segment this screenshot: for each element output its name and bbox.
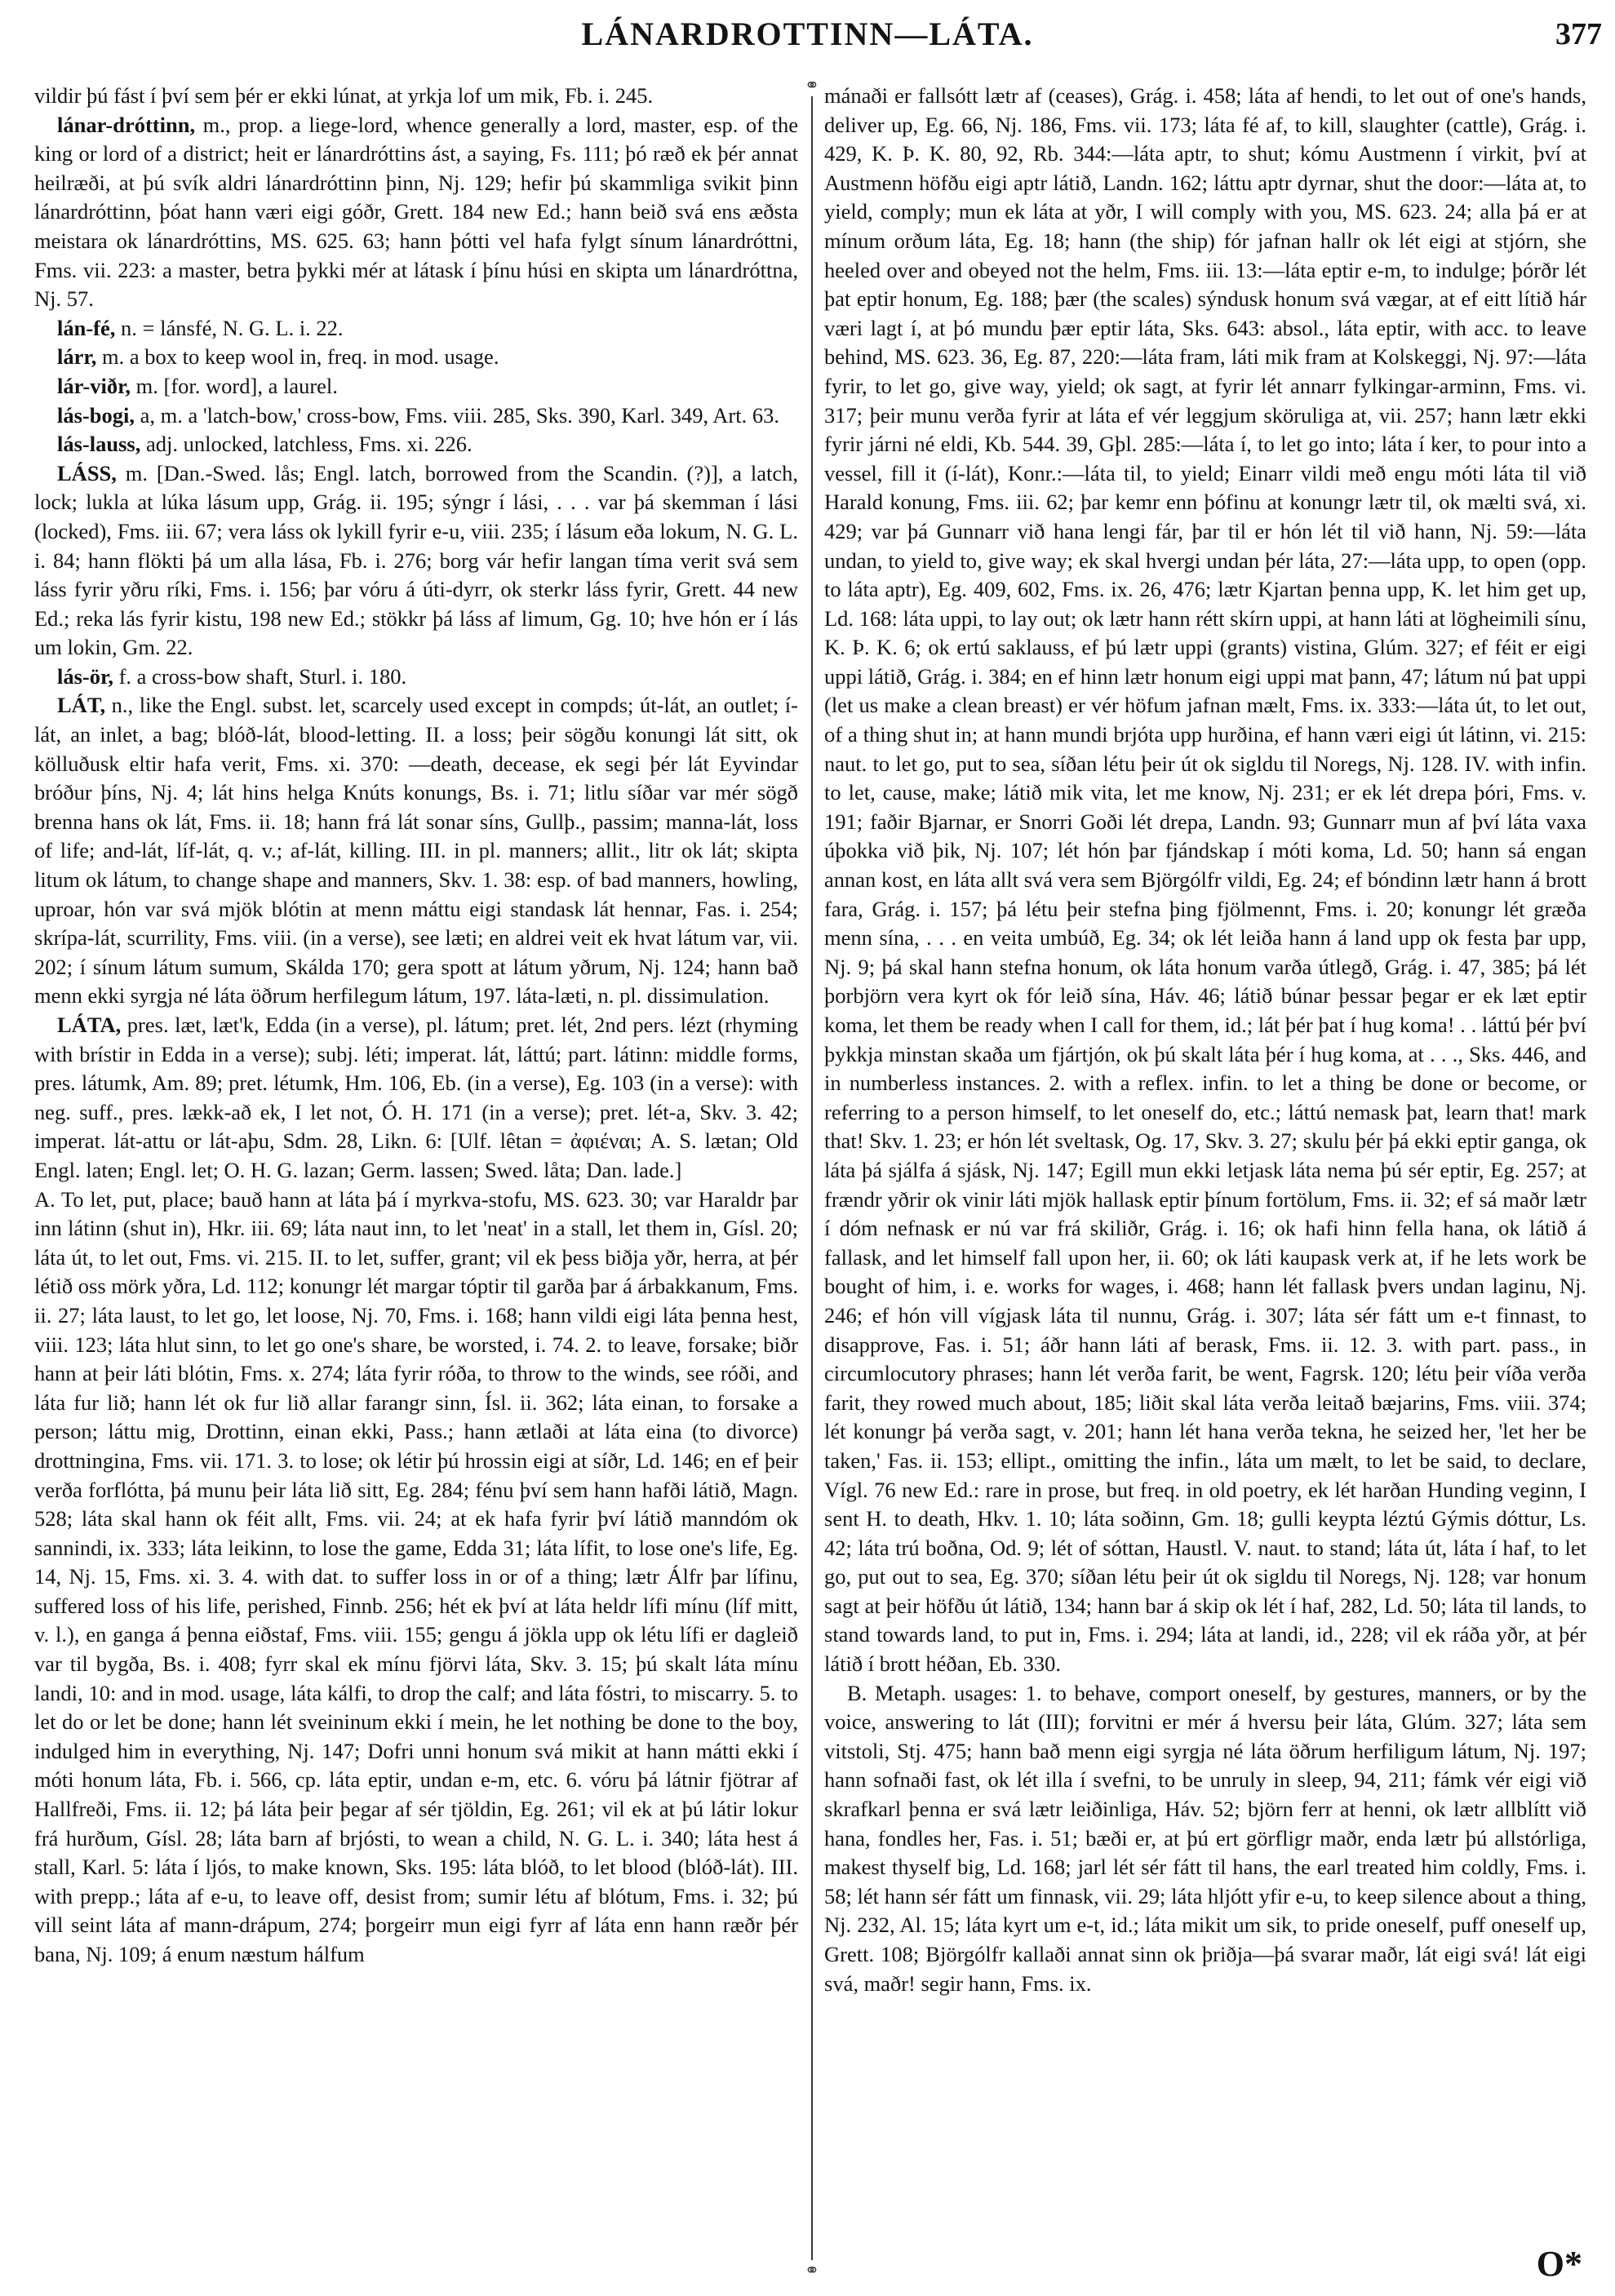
dictionary-entry	[34, 1011, 798, 1186]
entry-headword: lárr,	[57, 344, 97, 370]
entry-body: A. To let, put, place; bauð hann at láta þá í myrkva-stofu, MS. 623. 30; var Haraldr þar inn látinn (shut in), Hkr. iii. 69; láta naut inn, to let 'neat' in a stall, let them in, Gísl. 20; láta út, to let out, Fms. vi. 215. II. to let, suffer, grant; vil ek þess biðja yðr, herra, at þér létið oss mörk yðra, Ld. 112; konungr lét margar tóptir til garða þar á árbakkanum, Fms. ii. 27; láta laust, to let go, let loose, Nj. 70, Fms. i. 168; hann vildi eigi láta þenna hest, viii. 123; láta hlut sinn, to let go one's share, be worsted, i. 74. 2. to leave, forsake; biðr hann at þeir láti blótin, Fms. x. 274; láta fyrir róða, to throw to the winds, see róði, and láta fur lið; hann lét ok fur lið allar farangr sinn, Ísl. ii. 362; láta einan, to forsake a person; láttu mig, Drottinn, einan ekki, Pass.; hann ætlaði at láta eina (to divorce) drottningina, Fms. vii. 171. 3. to lose; ok létir þú hrossin eigi at síðr, Ld. 146; en ef þeir verða forflótta, þá munu þeir láta lið sitt, Eg. 284; fénu því sem hann hafði látið, Magn. 528; láta skal hann ok féit allt, Fms. vii. 24; at ek hafa fyrir því látið manndóm ok sannindi, ix. 333; láta leikinn, to lose the game, Edda 31; láta lífit, to lose one's life, Eg. 14, Nj. 15, Fms. xi. 3. 4. with dat. to suffer loss in or of a thing; lætr Álfr þar lífinu, suffered loss of his life, perished, Finnb. 256; hét ek því at láta heldr lífi mínu (líf mitt, v. l.), en ganga á þenna eiðstaf, Fms. viii. 155; gengu á jökla upp ok létu lífi er dagleið var til bygða, Bs. i. 408; fyrr skal ek mínu fjörvi láta, Skv. 3. 15; þú skalt láta mínu landi, 10: and in mod. usage, láta kálfi, to drop the calf; and láta fóstri, to miscarry. 5. to let do or let be done; hann lét sveininum ekki í mein, he let nothing be done to the boy, indulged him in everything, Nj. 147; Dofri unni honum svá mikit at hann mátti ekki í móti honum láta, Fb. i. 566, cp. láta eptir, undan e-m, etc. 6. vóru þá látnir fjötrar af Hallfreði, Fms. ii. 12; þá láta þeir þegar af sér tjöldin, Eg. 261; vil ek at þú látir lokur frá hurðum, Gísl. 28; láta barn af brjósti, to wean a child, N. G. L. i. 340; láta hest á stall, Karl. 5: láta í ljós, to make known, Sks. 195: láta blóð, to let blood (blóð-lát). III. with prepp.; láta af e-u, to leave off, desist from; sumir létu af blótum, Fms. i. 32; þú vill seint láta af mann-drápum, 274; þorgeirr mun eigi fyrr af láta enn hann ræðr þér bana, Nj. 109; á enum næstum hálfum	[34, 1186, 798, 1966]
entry-body: m. [Dan.-Swed. lås; Engl. latch, borrowed from the Scandin. (?)], a latch, lock; lukla at lúka lásum upp, Grág. ii. 195; sýngr í lási, . . . var þá skemman í lási (locked), Fms. iii. 67; vera láss ok lykill fyrir e-u, viii. 235; í lásum eða lokum, N. G. L. i. 84; hann flökti þá um alla lása, Fb. i. 276; borg vár hefir langan tíma verit svá sem láss fyrir yðru ríki, Fms. i. 156; þar vóru á úti-dyrr, ok sterkr láss fyrir, Grett. 44 new Ed.; reka lás fyrir kistu, 198 new Ed.; stökkr þá láss af limum, Gg. 10; hve hón er í lás um lokin, Gm. 22.	[34, 460, 798, 660]
dictionary-entry	[34, 430, 798, 459]
page-title: LÁNARDROTTINN—LÁTA.	[581, 16, 1034, 52]
divider-ornament-bottom: ⚭	[802, 2260, 822, 2281]
entry-headword: LÁSS,	[57, 460, 117, 485]
dictionary-entry	[34, 663, 798, 692]
left-column	[34, 82, 798, 2252]
entry-headword: LÁTA,	[57, 1013, 122, 1037]
dictionary-entry	[34, 314, 798, 344]
entry-body: m., prop. a liege-lord, whence generally a lord, master, esp. of the king or lord of a district; heit er lánardróttins ást, a saying, Fs. 111; þó ræð ek þér annat heilræði, at þú svík aldri lánardróttinn þinn, Nj. 129; hefir þú skammliga svikit þinn lánardróttinn, þóat hann væri eigi góðr, Grett. 184 new Ed.; hann beið svá ens æðsta meistara ok lánardróttins, MS. 625. 63; hann þótti vel hafa fylgt sínum lánardróttni, Fms. vii. 223: a master, betra þykki mér at látask í þínu húsi en skipta um lánardróttna, Nj. 57.	[34, 112, 798, 312]
dictionary-entry	[824, 1679, 1586, 1999]
entry-body: pres. læt, læt'k, Edda (in a verse), pl. látum; pret. lét, 2nd pers. lézt (rhyming with brístir in Edda in a verse); subj. léti; imperat. lát, láttú; part. látinn: middle forms, pres. látumk, Am. 89; pret. létumk, Hm. 106, Eb. (in a verse), Eg. 103 (in a verse): with neg. suff., pres. lækk-að ek, I let not, Ó. H. 171 (in a verse); pret. lét-a, Skv. 3. 42; imperat. lát-attu or lát-aþu, Sdm. 28, Likn. 6: [Ulf. lêtan = ἀφιέναι; A. S. lætan; Old Engl. laten; Engl. let; O. H. G. lazan; Germ. lassen; Swed. låta; Dan. lade.]	[34, 1013, 798, 1182]
entry-headword: lás-lauss,	[57, 432, 141, 457]
dictionary-entry	[824, 82, 1586, 1679]
dictionary-entry	[34, 691, 798, 1011]
dictionary-entry	[34, 1186, 798, 1970]
entry-headword: LÁT,	[57, 693, 106, 718]
divider-ornament-top: ⚭	[802, 75, 822, 96]
signature-mark: O*	[1536, 2244, 1582, 2284]
dictionary-entry	[34, 372, 798, 401]
entry-body: a, m. a 'latch-bow,' cross-bow, Fms. viii. 285, Sks. 390, Karl. 349, Art. 63.	[134, 402, 779, 428]
dictionary-entry	[34, 401, 798, 431]
page-number: 377	[1555, 17, 1602, 51]
entry-headword: lánar-dróttinn,	[57, 112, 196, 137]
entry-body: m. a box to keep wool in, freq. in mod. usage.	[96, 344, 499, 370]
entry-body: n. = lánsfé, N. G. L. i. 22.	[115, 315, 344, 340]
column-divider	[811, 82, 813, 2276]
entry-body: f. a cross-bow shaft, Sturl. i. 180.	[113, 663, 407, 689]
right-column	[824, 82, 1586, 2252]
entry-headword: lás-ör,	[57, 663, 113, 689]
entry-body: mánaði er fallsótt lætr af (ceases), Grág. i. 458; láta af hendi, to let out of one's hands, deliver up, Eg. 66, Nj. 186, Fms. vii. 173; láta fé af, to kill, slaughter (cattle), Grág. i. 429, K. Þ. K. 80, 92, Rb. 344:—láta aptr, to shut; kómu Austmenn í virkit, því at Austmenn höfðu eigi aptr látið, Landn. 162; láttu aptr dyrnar, shut the door:—láta at, to yield, comply; mun ek láta at yðr, I will comply with you, MS. 623. 24; alla þá er at mínum orðum láta, Eg. 18; hann (the ship) fór jafnan hallr ok lét eigi at stjórn, she heeled over and obeyed not the helm, Fms. iii. 13:—láta eptir e-m, to indulge; þórðr lét þat eptir honum, Eg. 188; þær (the scales) sýndusk honum svá vægar, at ef eitt lítið hár væri lagt í, at þó mundu þær eptir láta, Sks. 643: absol., láta eptir, with acc. to leave behind, MS. 623. 36, Eg. 87, 220:—láta fram, láti mik fram at Kolskeggi, Nj. 97:—láta fyrir, to let go, give way, yield; ok sagt, at fyrir lét annarr fylkingar-arminn, Fms. vi. 317; þeir munu verða fyrir at láta ef vér leggjum sköruliga at, vii. 257; hann lætr ekki fyrir járni né eldi, Kb. 544. 39, Gþl. 285:—láta í, to let go into; láta í ker, to pour into a vessel, fill it (í-lát), Konr.:—láta til, to yield; Einarr vildi með engu móti láta til við Harald konung, Fms. iii. 62; þar kemr enn þófinu at konungr lætr til, ok mælti svá, xi. 429; var þá Gunnarr við hana lengi fár, þar til er hón lét til við hann, Nj. 59:—láta undan, to yield to, give way; ek skal hvergi undan þér láta, 27:—láta upp, to open (opp. to láta aptr), Eg. 409, 602, Fms. ix. 26, 476; lætr Kjartan þenna upp, K. let him get up, Ld. 168: láta uppi, to lay out; ok lætr hann rétt skírn uppi, at hann láti at lögheimili sínu, K. Þ. K. 6; ok ertú saklauss, ef þú lætr uppi (grants) vistina, Glúm. 327; ef féit er eigi uppi látið, Grág. i. 384; en ef hinn lætr honum eigi uppi mat þann, 47; látum nú þat uppi (let us make a clean breast) er vér höfum jafnan mælt, Fms. ix. 333:—láta út, to let out, of a thing shut in; at hann mundi brjóta upp hurðina, ef hann væri eigi út látinn, vi. 215: naut. to let go, put to sea, síðan létu þeir út ok sigldu til Noregs, Nj. 128. IV. with infin. to let, cause, make; látið mik vita, let me know, Nj. 231; er ek lét drepa þóri, Fms. v. 191; faðir Bjarnar, er Snorri Goði lét drepa, Landn. 93; Gunnarr mun af því láta vaxa úþokka við þik, Nj. 107; lét hón þar fjándskap í móti koma, Ld. 50; hann sá engan annan kost, en láta allt svá vera sem Björgólfr vildi, Eg. 24; ef bóndinn lætr hann á brott fara, Grág. i. 157; þá létu þeir stefna þing fjölmennt, Fms. i. 20; konungr lét græða menn sína, . . . en veita umbúð, Eg. 34; ok lét leiða hann á land upp ok festa þar upp, Nj. 9; þá skal hann stefna honum, ok láta honum varða útlegð, Grág. i. 47, 385; þá lét þorbjörn vera kyrt ok fór leið sína, Háv. 46; látið búnar þessar þegar er ek læt eptir koma, let them be ready when I call for them, id.; lát þér þat í hug koma! . . láttú þér því þykkja minstan skaða um fjártjón, ok þú skalt láta þér í hug koma, at . . ., Sks. 446, and in numberless instances. 2. with a reflex. infin. to let a thing be done or become, or referring to a person himself, to let oneself do, etc.; láttú nemask þat, learn that! mark that! Skv. 1. 23; er hón lét sveltask, Og. 17, Skv. 3. 27; skulu þér þá ekki eptir ganga, ok láta þá sjálfa á sjásk, Nj. 147; Egill mun ekki letjask láta nema þú sér eptir, Eg. 257; at frændr yðrir ok vinir láti mjök hallask eptir þínum fortölum, Fms. ii. 32; ef sá maðr lætr í dóm nefnask er nú var frá skiliðr, Grág. i. 16; ok hafi hinn fella hana, ok látið á fallask, and let himself fall upon her, ii. 60; ok láti kaupask verk at, if he lets work be bought of him, i. e. works for wages, i. 468; hann lét fallask þvers undan laginu, Nj. 246; ef hón vill vígjask láta til nunnu, Grág. i. 307; láta sér fátt um e-t finnast, to disapprove, Fas. i. 51; áðr hann láti af berask, Fms. ii. 12. 3. with part. pass., in circumlocutory phrases; hann lét verða farit, be went, Fagrsk. 120; létu þeir víða verða farit, they rowed much about, 185; liðit skal láta verða leitað bæjarins, Fms. viii. 374; lét konungr þá verða sagt, v. 201; hann lét hana verða tekna, he seized her, 'let her be taken,' Fas. ii. 153; ellipt., omitting the infin., láta um mælt, to let be said, to declare, Vígl. 76 new Ed.: rare in prose, but freq. in old poetry, ek lét harðan Hunding veginn, I sent H. to death, Hkv. 1. 10; láta soðinn, Gm. 18; gulli keypta léztú Gýmis dóttur, Ls. 42; láta trú boðna, Od. 9; lét of sóttan, Haustl. V. naut. to stand; láta út, láta í haf, to let go, put out to sea, Eg. 370; síðan létu þeir út ok sigldu til Noregs, Nj. 128; var honum sagt at þeir höfðu út látið, 134; hann bar á skip ok lét í haf, 282, Ld. 50; láta til lands, to stand towards land, to put in, Fms. i. 294; láta at landi, id., 228; vil ek ráða yðr, at þér látið í brott héðan, Eb. 330.	[824, 83, 1586, 1677]
entry-headword: lán-fé,	[57, 315, 116, 340]
dictionary-entry	[34, 111, 798, 314]
dictionary-entry	[34, 82, 798, 111]
dictionary-entry	[34, 343, 798, 372]
entry-headword: lás-bogi,	[57, 402, 135, 428]
entry-body: B. Metaph. usages: 1. to behave, comport oneself, by gestures, manners, or by the voice, answering to lát (III); forvitni er mér á hversu þeir láta, Glúm. 327; láta sem vitstoli, Stj. 475; hann bað menn eigi syrgja né láta öðrum herfiligum látum, Nj. 197; hann sofnaði fast, ok lét illa í svefni, to be unruly in sleep, 94, 211; fámk vér eigi við skrafkarl þenna er svá lætr leiðinliga, Háv. 52; björn ferr at henni, ok lætr allblítt við hana, fondles her, Fas. i. 51; bæði er, at þú ert görfligr maðr, enda lætr þú allstórliga, makest thyself big, Ld. 168; jarl lét sér fátt til hans, the earl treated him coldly, Fms. i. 58; lét hann sér fátt um finnask, vii. 29; láta hljótt yfir e-u, to keep silence about a thing, Nj. 232, Al. 15; láta kyrt um e-t, id.; láta mikit um sik, to pride oneself, puff oneself up, Grett. 108; Björgólfr kallaði annat sinn ok þriðja—þá svarar maðr, lát eigi svá! lát eigi svá, maðr! segir hann, Fms. ix.	[824, 1680, 1586, 1996]
dictionary-entry	[34, 459, 798, 663]
entry-body: m. [for. word], a laurel.	[131, 373, 338, 398]
entry-body: n., like the Engl. subst. let, scarcely used except in compds; út-lát, an outlet; í-lát, an inlet, a bag; blóð-lát, blood-letting. II. a loss; þeir sögðu konungi lát sitt, ok kölluðusk eltir hafa verit, Fms. xi. 370: —death, decease, ek segi þér lát Eyvindar bróður þíns, Nj. 4; lát hins helga Knúts konungs, Bs. i. 71; litlu síðar var mér sögð brenna hans ok lát, Fms. ii. 18; hann frá lát sonar síns, Gullþ., passim; manna-lát, loss of life; and-lát, líf-lát, q. v.; af-lát, killing. III. in pl. manners; allit., litr ok lát; skipta litum ok látum, to change shape and manners, Skv. 1. 38: esp. of bad manners, howling, uproar, hón var svá mjök blótin at menn máttu eigi standask lát hennar, Fas. i. 254; skrípa-lát, scurrility, Fms. viii. (in a verse), see læti; en aldrei veit ek hvat látum var, vii. 202; í sínum látum sumum, Skálda 170; gera spott at látum yðrum, Nj. 124; hann bað menn ekki syrgja né láta öðrum herfilegum látum, 197. láta-læti, n. pl. dissimulation.	[34, 693, 798, 1008]
entry-headword: lár-viðr,	[57, 373, 131, 398]
entry-body: vildir þú fást í því sem þér er ekki lúnat, at yrkja lof um mik, Fb. i. 245.	[34, 83, 654, 108]
entry-body: adj. unlocked, latchless, Fms. xi. 226.	[140, 432, 473, 457]
